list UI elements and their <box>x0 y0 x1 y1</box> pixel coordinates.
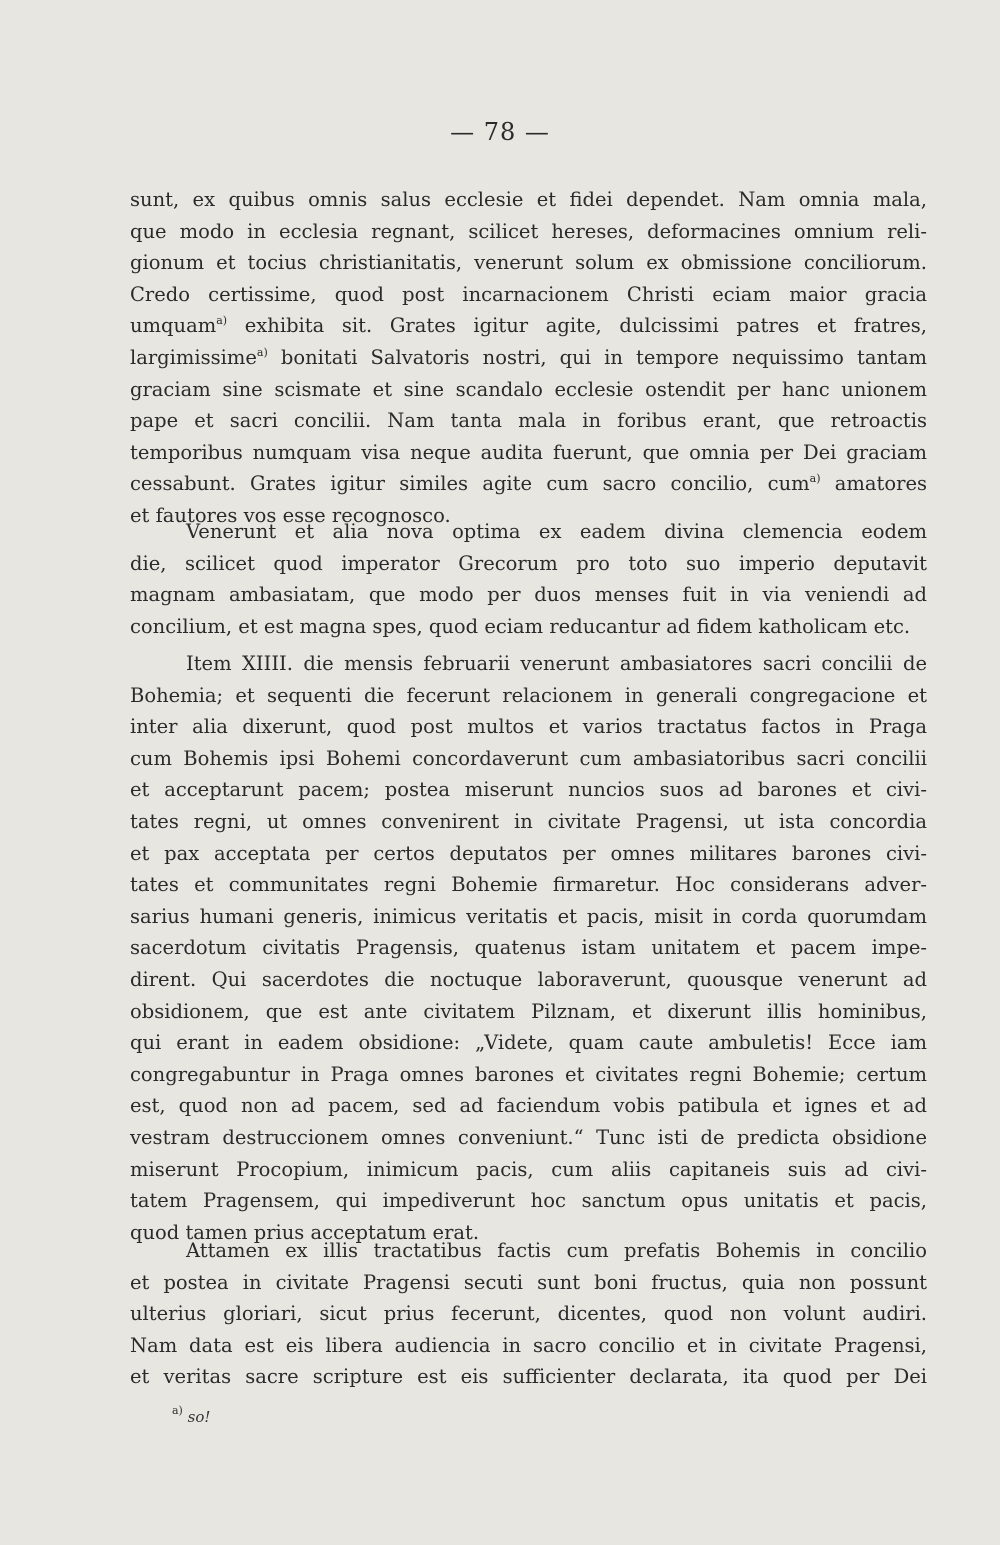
text-line: graciam sine scismate et sine scandalo ecclesie ostendit per hanc unionem <box>130 377 927 401</box>
text-line: magnam ambasiatam, que modo per duos menses fuit in via veniendi ad <box>130 583 927 607</box>
text-line: quod tamen prius acceptatum erat. <box>130 1220 480 1244</box>
text-line: dirent. Qui sacerdotes die noctuque laboraverunt, quousque venerunt ad <box>130 968 927 991</box>
text-line: tates et communitates regni Bohemie firmaretur. Hoc considerans adver- <box>130 873 927 897</box>
text-line: Bohemia; et sequenti die fecerunt relacionem in generali congregacione et <box>130 683 927 707</box>
text-line: Attamen ex illis tractatibus factis cum prefatis Bohemis in concilio <box>186 1239 927 1262</box>
text-line: et fautores vos esse recognosco. <box>130 504 451 527</box>
text-line: temporibus numquam visa neque audita fuerunt, que omnia per Dei graciam <box>130 440 927 464</box>
text-line: que modo in ecclesia regnant, scilicet hereses, deformacines omnium reli- <box>130 219 927 243</box>
footnote-text: so! <box>187 1408 211 1426</box>
footnote <box>172 1404 211 1426</box>
text-line: cum Bohemis ipsi Bohemi concordaverunt cum ambasiatoribus sacri concilii <box>130 746 927 770</box>
text-line: et postea in civitate Pragensi secuti sunt boni fructus, quia non possunt <box>130 1270 927 1294</box>
page-number: — 78 — <box>450 118 550 146</box>
text-line: pape et sacri concilii. Nam tanta mala in foribus erant, que retroactis <box>130 409 927 433</box>
text-line: sarius humani generis, inimicus veritatis et pacis, misit in corda quorumdam <box>130 904 927 928</box>
text-line: obsidionem, que est ante civitatem Pilznam, et dixerunt illis hominibus, <box>130 999 927 1023</box>
text-line: et veritas sacre scripture est eis sufficienter declarata, ita quod per Dei <box>130 1365 927 1389</box>
text-line: tates regni, ut omnes convenirent in civitate Pragensi, ut ista concordia <box>130 810 927 833</box>
text-line: et pax acceptata per certos deputatos per omnes militares barones civi- <box>130 841 927 865</box>
text-line: ulterius gloriari, sicut prius fecerunt, dicentes, quod non volunt audiri. <box>130 1302 927 1326</box>
text-line: concilium, et est magna spes, quod eciam reducantur ad fidem katholicam etc. <box>130 614 911 638</box>
text-line: Nam data est eis libera audiencia in sacro concilio et in civitate Pragensi, <box>130 1333 927 1357</box>
text-line: cessabunt. Grates igitur similes agite cum sacro concilio, cum$^{a)}$ amatores <box>130 472 927 496</box>
text-line: est, quod non ad pacem, sed ad faciendum vobis patibula et ignes et ad <box>130 1094 927 1118</box>
text-line: sunt, ex quibus omnis salus ecclesie et fidei dependet. Nam omnia mala, <box>130 188 927 211</box>
text-line: qui erant in eadem obsidione: „Videte, quam caute ambuletis! Ecce iam <box>130 1031 927 1055</box>
text-line: Credo certissime, quod post incarnacionem Christi eciam maior gracia <box>130 282 927 306</box>
text-line: et acceptarunt pacem; postea miserunt nuncios suos ad barones et civi- <box>130 778 927 802</box>
text-line: Item XIIII. die mensis februarii venerunt ambasiatores sacri concilii de <box>186 652 927 675</box>
text-line: largimissime$^{a)}$ bonitati Salvatoris nostri, qui in tempore nequissimo tantam <box>130 346 927 369</box>
text-line: umquam$^{a)}$ exhibita sit. Grates igitur agite, dulcissimi patres et fratres, <box>130 314 927 338</box>
text-line: gionum et tocius christianitatis, venerunt solum ex obmissione conciliorum. <box>130 251 927 275</box>
text-line: die, scilicet quod imperator Grecorum pro toto suo imperio deputavit <box>130 551 927 575</box>
text-line: vestram destruccionem omnes conveniunt.“ Tunc isti de predicta obsidione <box>130 1126 927 1149</box>
text-line: inter alia dixerunt, quod post multos et varios tractatus factos in Praga <box>130 715 927 739</box>
text-line: Venerunt et alia nova optima ex eadem divina clemencia eodem <box>186 520 927 543</box>
text-line: tatem Pragensem, qui impediverunt hoc sanctum opus unitatis et pacis, <box>130 1189 927 1213</box>
text-line: sacerdotum civitatis Pragensis, quatenus istam unitatem et pacem impe- <box>130 936 927 960</box>
text-line: congregabuntur in Praga omnes barones et civitates regni Bohemie; certum <box>130 1062 927 1086</box>
footnote-marker: a) <box>172 1404 183 1417</box>
text-line: miserunt Procopium, inimicum pacis, cum aliis capitaneis suis ad civi- <box>130 1157 927 1181</box>
